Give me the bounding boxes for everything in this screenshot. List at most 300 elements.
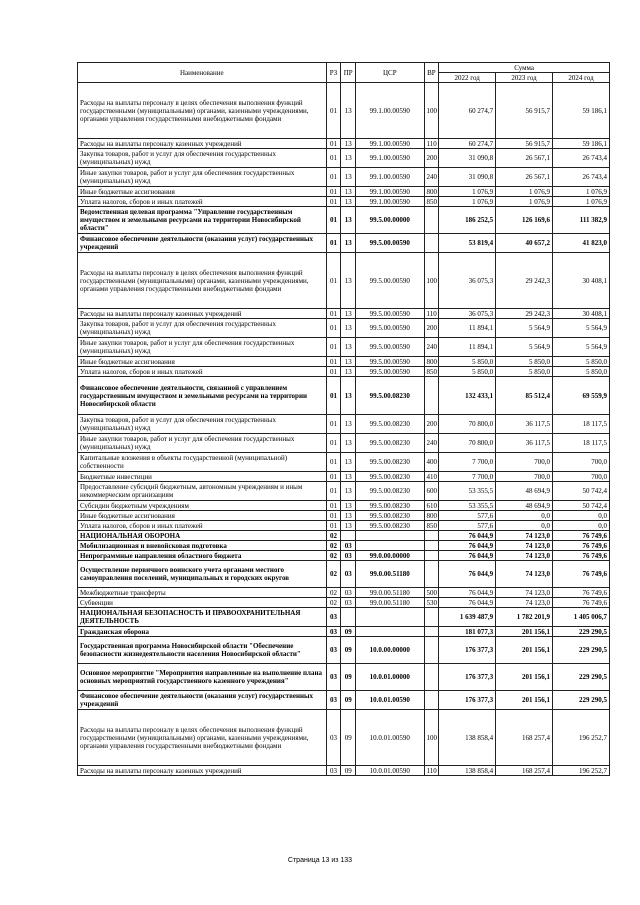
row-csr-cell: 99.5.00.08230 [356, 415, 424, 434]
row-2023-cell: 201 156,1 [496, 691, 553, 710]
row-2024-cell: 196 252,7 [553, 710, 610, 766]
row-2022-cell: 76 044,9 [439, 588, 496, 598]
row-2023-cell: 201 156,1 [496, 637, 553, 664]
row-2023-cell: 48 694,9 [496, 501, 553, 511]
row-name-cell: Бюджетные инвестиции [78, 472, 327, 482]
row-2024-cell: 5 564,9 [553, 338, 610, 357]
table-row [78, 482, 610, 501]
row-name-cell: Расходы на выплаты персоналу в целях обеспечения выполнения функций государственными (муниципальными) органами, казенными учреждениями, органами управления государственными внебюджетными фондами [78, 253, 327, 309]
row-2022-cell: 11 894,1 [439, 338, 496, 357]
row-csr-cell: 99.1.00.00590 [356, 187, 424, 197]
table-row [78, 598, 610, 608]
row-csr-cell: 99.5.00.08230 [356, 377, 424, 415]
row-name-cell: Государственная программа Новосибирской области "Обеспечение безопасности жизнедеятельности населения Новосибирской области" [78, 637, 327, 664]
table-row [78, 377, 610, 415]
row-csr-cell: 10.0.01.00590 [356, 766, 424, 776]
row-name-cell: Иные закупки товаров, работ и услуг для обеспечения государственных (муниципальных) нужд [78, 434, 327, 453]
header-csr: ЦСР [356, 63, 424, 83]
row-2022-cell: 176 377,3 [439, 637, 496, 664]
row-pr-cell: 09 [341, 664, 356, 691]
table-header [78, 63, 610, 83]
row-2022-cell: 577,6 [439, 521, 496, 531]
row-2022-cell: 138 858,4 [439, 710, 496, 766]
row-2024-cell: 700,0 [553, 472, 610, 482]
row-csr-cell: 99.5.00.08230 [356, 521, 424, 531]
row-2022-cell: 1 639 487,9 [439, 608, 496, 627]
row-2024-cell: 1 405 006,7 [553, 608, 610, 627]
row-2022-cell: 53 355,5 [439, 482, 496, 501]
row-csr-cell: 99.5.00.08230 [356, 482, 424, 501]
row-2023-cell: 74 123,0 [496, 531, 553, 541]
row-name-cell: Финансовое обеспечение деятельности (оказания услуг) государственных учреждений [78, 691, 327, 710]
row-rz-cell: 01 [326, 501, 341, 511]
row-rz-cell: 01 [326, 434, 341, 453]
row-name-cell: Предоставление субсидий бюджетным, автономным учреждениям и иным некоммерческим организациям [78, 482, 327, 501]
row-pr-cell: 03 [341, 541, 356, 551]
row-2024-cell: 76 749,6 [553, 561, 610, 588]
table-row [78, 253, 610, 309]
row-rz-cell: 02 [326, 598, 341, 608]
table-row [78, 588, 610, 598]
row-pr-cell: 09 [341, 637, 356, 664]
table-row [78, 691, 610, 710]
row-2023-cell: 5 564,9 [496, 319, 553, 338]
row-2024-cell: 229 290,5 [553, 637, 610, 664]
row-rz-cell: 01 [326, 367, 341, 377]
row-name-cell: Непрограммные направления областного бюджета [78, 551, 327, 561]
row-name-cell: Расходы на выплаты персоналу казенных учреждений [78, 766, 327, 776]
page-number: Страница 13 из 133 [287, 857, 353, 864]
row-2023-cell: 1 782 201,9 [496, 608, 553, 627]
row-name-cell: Расходы на выплаты персоналу казенных учреждений [78, 139, 327, 149]
row-rz-cell: 01 [326, 377, 341, 415]
header-sum: Сумма [439, 63, 610, 73]
row-pr-cell: 13 [341, 149, 356, 168]
row-name-cell: Уплата налогов, сборов и иных платежей [78, 197, 327, 207]
row-pr-cell: 13 [341, 434, 356, 453]
table-row [78, 168, 610, 187]
row-vr-cell: 240 [424, 434, 439, 453]
row-2022-cell: 53 355,5 [439, 501, 496, 511]
row-name-cell: Осуществление первичного воинского учета органами местного самоуправления поселений, муниципальных и городских округов [78, 561, 327, 588]
row-2023-cell: 26 567,1 [496, 149, 553, 168]
row-vr-cell: 410 [424, 472, 439, 482]
budget-table [77, 62, 610, 776]
row-2022-cell: 76 044,9 [439, 541, 496, 551]
row-2023-cell: 29 242,3 [496, 309, 553, 319]
header-year-2023: 2023 год [496, 73, 553, 83]
row-vr-cell: 530 [424, 598, 439, 608]
row-vr-cell: 400 [424, 453, 439, 472]
row-pr-cell: 13 [341, 415, 356, 434]
row-2022-cell: 1 076,9 [439, 187, 496, 197]
row-csr-cell: 99.5.00.00590 [356, 309, 424, 319]
row-rz-cell: 01 [326, 521, 341, 531]
row-2023-cell: 0,0 [496, 511, 553, 521]
row-vr-cell: 110 [424, 309, 439, 319]
row-csr-cell [356, 627, 424, 637]
row-2022-cell: 132 433,1 [439, 377, 496, 415]
row-name-cell: Финансовое обеспечение деятельности (оказания услуг) государственных учреждений [78, 234, 327, 253]
table-row [78, 637, 610, 664]
row-rz-cell: 01 [326, 168, 341, 187]
row-csr-cell: 99.0.00.51180 [356, 561, 424, 588]
row-csr-cell: 99.1.00.00590 [356, 168, 424, 187]
row-2023-cell: 168 257,4 [496, 710, 553, 766]
row-csr-cell: 99.1.00.00590 [356, 149, 424, 168]
row-rz-cell: 02 [326, 531, 341, 541]
row-csr-cell: 99.5.00.08230 [356, 453, 424, 472]
table-row [78, 319, 610, 338]
row-name-cell: Капитальные вложения в объекты государственной (муниципальной) собственности [78, 453, 327, 472]
row-2024-cell: 26 743,4 [553, 168, 610, 187]
row-rz-cell: 01 [326, 83, 341, 139]
row-name-cell: Иные бюджетные ассигнования [78, 511, 327, 521]
table-row [78, 415, 610, 434]
row-csr-cell: 99.5.00.00590 [356, 338, 424, 357]
row-csr-cell: 99.5.00.08230 [356, 501, 424, 511]
row-csr-cell: 99.5.00.08230 [356, 434, 424, 453]
table-row [78, 234, 610, 253]
row-rz-cell: 01 [326, 415, 341, 434]
row-vr-cell [424, 551, 439, 561]
row-2024-cell: 59 186,1 [553, 83, 610, 139]
row-pr-cell: 03 [341, 561, 356, 588]
row-name-cell: Иные бюджетные ассигнования [78, 187, 327, 197]
row-pr-cell: 13 [341, 521, 356, 531]
row-2022-cell: 36 075,3 [439, 253, 496, 309]
row-2023-cell: 5 850,0 [496, 357, 553, 367]
row-2023-cell: 85 512,4 [496, 377, 553, 415]
row-rz-cell: 01 [326, 187, 341, 197]
row-2024-cell: 30 408,1 [553, 253, 610, 309]
row-name-cell: Расходы на выплаты персоналу в целях обеспечения выполнения функций государственными (муниципальными) органами, казенными учреждениями, органами управления государственными внебюджетными фондами [78, 83, 327, 139]
row-vr-cell [424, 664, 439, 691]
row-name-cell: Закупка товаров, работ и услуг для обеспечения государственных (муниципальных) нужд [78, 149, 327, 168]
row-2023-cell: 5 564,9 [496, 338, 553, 357]
row-2022-cell: 176 377,3 [439, 691, 496, 710]
row-pr-cell: 13 [341, 367, 356, 377]
table-row [78, 541, 610, 551]
row-rz-cell: 01 [326, 139, 341, 149]
row-rz-cell: 01 [326, 453, 341, 472]
row-2023-cell: 74 123,0 [496, 561, 553, 588]
row-2024-cell: 0,0 [553, 511, 610, 521]
row-2022-cell: 60 274,7 [439, 139, 496, 149]
row-2024-cell: 50 742,4 [553, 501, 610, 511]
row-vr-cell [424, 637, 439, 664]
row-pr-cell: 13 [341, 253, 356, 309]
row-2024-cell: 700,0 [553, 453, 610, 472]
row-name-cell: Закупка товаров, работ и услуг для обеспечения государственных (муниципальных) нужд [78, 415, 327, 434]
row-rz-cell: 01 [326, 234, 341, 253]
row-csr-cell: 99.5.00.00000 [356, 207, 424, 234]
row-csr-cell: 99.0.00.51180 [356, 588, 424, 598]
row-pr-cell: 13 [341, 197, 356, 207]
row-pr-cell: 13 [341, 83, 356, 139]
row-csr-cell [356, 541, 424, 551]
row-vr-cell: 850 [424, 367, 439, 377]
row-rz-cell: 01 [326, 338, 341, 357]
row-pr-cell: 13 [341, 207, 356, 234]
table-row [78, 139, 610, 149]
row-vr-cell [424, 531, 439, 541]
row-name-cell: Ведомственная целевая программа "Управление государственным имуществом и земельными ресурсами на территории Новосибирской области" [78, 207, 327, 234]
table-row [78, 710, 610, 766]
row-2023-cell: 700,0 [496, 472, 553, 482]
row-name-cell: НАЦИОНАЛЬНАЯ ОБОРОНА [78, 531, 327, 541]
row-2024-cell: 0,0 [553, 521, 610, 531]
table-row [78, 511, 610, 521]
row-vr-cell: 800 [424, 357, 439, 367]
row-2022-cell: 36 075,3 [439, 309, 496, 319]
row-name-cell: Межбюджетные трансферты [78, 588, 327, 598]
table-row [78, 551, 610, 561]
row-csr-cell: 10.0.00.00000 [356, 637, 424, 664]
row-name-cell: Расходы на выплаты персоналу казенных учреждений [78, 309, 327, 319]
row-pr-cell: 13 [341, 338, 356, 357]
row-2024-cell: 18 117,5 [553, 434, 610, 453]
row-vr-cell [424, 627, 439, 637]
header-year-2024: 2024 год [553, 73, 610, 83]
row-2024-cell: 229 290,5 [553, 691, 610, 710]
row-2023-cell: 36 117,5 [496, 434, 553, 453]
table-row [78, 207, 610, 234]
row-csr-cell: 10.0.01.00590 [356, 710, 424, 766]
row-name-cell: Мобилизационная и вневойсковая подготовка [78, 541, 327, 551]
row-csr-cell: 99.5.00.00590 [356, 319, 424, 338]
row-2022-cell: 1 076,9 [439, 197, 496, 207]
row-2024-cell: 76 749,6 [553, 541, 610, 551]
header-pr: ПР [341, 63, 356, 83]
row-name-cell: Расходы на выплаты персоналу в целях обеспечения выполнения функций государственными (муниципальными) органами, казенными учреждениями, органами управления государственными внебюджетными фондами [78, 710, 327, 766]
table-row [78, 187, 610, 197]
table-row [78, 766, 610, 776]
row-pr-cell: 13 [341, 511, 356, 521]
row-csr-cell: 10.0.01.00000 [356, 664, 424, 691]
row-2023-cell: 74 123,0 [496, 598, 553, 608]
row-pr-cell: 13 [341, 357, 356, 367]
row-name-cell: Закупка товаров, работ и услуг для обеспечения государственных (муниципальных) нужд [78, 319, 327, 338]
row-vr-cell [424, 377, 439, 415]
row-vr-cell: 100 [424, 710, 439, 766]
row-2022-cell: 70 800,0 [439, 434, 496, 453]
table-row [78, 627, 610, 637]
row-rz-cell: 02 [326, 541, 341, 551]
table-row [78, 367, 610, 377]
row-pr-cell: 13 [341, 139, 356, 149]
row-pr-cell: 03 [341, 551, 356, 561]
row-2023-cell: 40 657,2 [496, 234, 553, 253]
header-vr: ВР [424, 63, 439, 83]
row-vr-cell [424, 541, 439, 551]
row-2022-cell: 53 819,4 [439, 234, 496, 253]
table-row [78, 357, 610, 367]
row-rz-cell: 03 [326, 664, 341, 691]
row-2023-cell: 74 123,0 [496, 588, 553, 598]
row-2022-cell: 138 858,4 [439, 766, 496, 776]
row-2024-cell: 5 564,9 [553, 319, 610, 338]
row-2024-cell: 1 076,9 [553, 187, 610, 197]
row-2022-cell: 31 090,8 [439, 149, 496, 168]
row-csr-cell: 99.5.00.08230 [356, 472, 424, 482]
row-vr-cell [424, 691, 439, 710]
row-pr-cell: 13 [341, 168, 356, 187]
row-pr-cell: 13 [341, 187, 356, 197]
row-2023-cell: 126 169,6 [496, 207, 553, 234]
table-row [78, 608, 610, 627]
row-rz-cell: 01 [326, 309, 341, 319]
row-vr-cell: 110 [424, 139, 439, 149]
table-row [78, 472, 610, 482]
row-pr-cell: 13 [341, 377, 356, 415]
row-vr-cell: 200 [424, 149, 439, 168]
row-2024-cell: 69 559,9 [553, 377, 610, 415]
row-name-cell: Уплата налогов, сборов и иных платежей [78, 367, 327, 377]
row-vr-cell: 500 [424, 588, 439, 598]
row-rz-cell: 01 [326, 149, 341, 168]
row-vr-cell: 100 [424, 83, 439, 139]
row-csr-cell: 99.0.00.51180 [356, 598, 424, 608]
row-pr-cell [341, 608, 356, 627]
row-2023-cell: 700,0 [496, 453, 553, 472]
row-rz-cell: 01 [326, 207, 341, 234]
row-rz-cell: 01 [326, 472, 341, 482]
row-2022-cell: 76 044,9 [439, 531, 496, 541]
row-name-cell: Основное мероприятие "Мероприятия направленные на выполнение плана основных мероприятий государственного казенного учреждения" [78, 664, 327, 691]
row-pr-cell: 13 [341, 309, 356, 319]
table-row [78, 531, 610, 541]
row-2023-cell: 1 076,9 [496, 187, 553, 197]
row-2022-cell: 186 252,5 [439, 207, 496, 234]
row-vr-cell: 850 [424, 197, 439, 207]
row-vr-cell [424, 207, 439, 234]
table-row [78, 309, 610, 319]
row-2023-cell: 74 123,0 [496, 541, 553, 551]
row-2024-cell: 50 742,4 [553, 482, 610, 501]
table-row [78, 501, 610, 511]
row-vr-cell: 240 [424, 338, 439, 357]
row-pr-cell: 09 [341, 710, 356, 766]
table-row [78, 664, 610, 691]
row-name-cell: Иные бюджетные ассигнования [78, 357, 327, 367]
table-row [78, 453, 610, 472]
row-name-cell: НАЦИОНАЛЬНАЯ БЕЗОПАСНОСТЬ И ПРАВООХРАНИТЕЛЬНАЯ ДЕЯТЕЛЬНОСТЬ [78, 608, 327, 627]
row-name-cell: Финансовое обеспечение деятельности, связанной с управлением государственным имуществом и земельными ресурсами на территории Новосибирской области [78, 377, 327, 415]
table-row [78, 149, 610, 168]
row-vr-cell: 800 [424, 511, 439, 521]
row-vr-cell: 200 [424, 415, 439, 434]
row-2023-cell: 26 567,1 [496, 168, 553, 187]
row-csr-cell: 99.1.00.00590 [356, 197, 424, 207]
row-2023-cell: 201 156,1 [496, 627, 553, 637]
row-pr-cell: 13 [341, 319, 356, 338]
row-2022-cell: 31 090,8 [439, 168, 496, 187]
row-2023-cell: 0,0 [496, 521, 553, 531]
row-2022-cell: 181 077,3 [439, 627, 496, 637]
row-name-cell: Иные закупки товаров, работ и услуг для обеспечения государственных (муниципальных) нужд [78, 338, 327, 357]
row-2024-cell: 1 076,9 [553, 197, 610, 207]
row-rz-cell: 02 [326, 588, 341, 598]
row-2023-cell: 1 076,9 [496, 197, 553, 207]
row-vr-cell [424, 561, 439, 588]
row-2024-cell: 111 382,9 [553, 207, 610, 234]
row-vr-cell: 600 [424, 482, 439, 501]
row-2022-cell: 60 274,7 [439, 83, 496, 139]
row-pr-cell: 09 [341, 691, 356, 710]
row-pr-cell: 13 [341, 482, 356, 501]
row-2023-cell: 48 694,9 [496, 482, 553, 501]
row-csr-cell: 99.5.00.00590 [356, 367, 424, 377]
row-2024-cell: 5 850,0 [553, 367, 610, 377]
row-rz-cell: 02 [326, 551, 341, 561]
row-2024-cell: 196 252,7 [553, 766, 610, 776]
row-rz-cell: 03 [326, 691, 341, 710]
row-2024-cell: 5 850,0 [553, 357, 610, 367]
row-rz-cell: 01 [326, 253, 341, 309]
row-rz-cell: 03 [326, 637, 341, 664]
row-2022-cell: 76 044,9 [439, 551, 496, 561]
row-2024-cell: 26 743,4 [553, 149, 610, 168]
row-2023-cell: 74 123,0 [496, 551, 553, 561]
row-2023-cell: 168 257,4 [496, 766, 553, 776]
row-csr-cell: 99.1.00.00590 [356, 83, 424, 139]
row-pr-cell: 09 [341, 627, 356, 637]
row-rz-cell: 01 [326, 197, 341, 207]
row-rz-cell: 03 [326, 710, 341, 766]
row-2024-cell: 59 186,1 [553, 139, 610, 149]
row-csr-cell: 99.5.00.08230 [356, 511, 424, 521]
row-2023-cell: 56 915,7 [496, 83, 553, 139]
row-pr-cell: 09 [341, 766, 356, 776]
row-pr-cell: 13 [341, 501, 356, 511]
row-2024-cell: 76 749,6 [553, 598, 610, 608]
row-rz-cell: 01 [326, 319, 341, 338]
row-2022-cell: 11 894,1 [439, 319, 496, 338]
row-vr-cell [424, 234, 439, 253]
row-csr-cell: 99.1.00.00590 [356, 139, 424, 149]
row-csr-cell: 10.0.01.00590 [356, 691, 424, 710]
row-2024-cell: 18 117,5 [553, 415, 610, 434]
row-2022-cell: 76 044,9 [439, 598, 496, 608]
row-2024-cell: 76 749,6 [553, 551, 610, 561]
row-2024-cell: 41 823,0 [553, 234, 610, 253]
row-2023-cell: 201 156,1 [496, 664, 553, 691]
row-csr-cell [356, 531, 424, 541]
table-row [78, 521, 610, 531]
row-vr-cell: 110 [424, 766, 439, 776]
row-2023-cell: 56 915,7 [496, 139, 553, 149]
table-row [78, 434, 610, 453]
row-name-cell: Субвенции [78, 598, 327, 608]
row-vr-cell: 610 [424, 501, 439, 511]
row-rz-cell: 01 [326, 357, 341, 367]
row-2024-cell: 30 408,1 [553, 309, 610, 319]
row-rz-cell: 03 [326, 608, 341, 627]
row-csr-cell: 99.5.00.00590 [356, 357, 424, 367]
row-rz-cell: 01 [326, 511, 341, 521]
row-vr-cell: 100 [424, 253, 439, 309]
row-rz-cell: 01 [326, 482, 341, 501]
row-name-cell: Гражданская оборона [78, 627, 327, 637]
row-csr-cell: 99.0.00.00000 [356, 551, 424, 561]
table-row [78, 197, 610, 207]
row-pr-cell: 03 [341, 598, 356, 608]
row-vr-cell [424, 608, 439, 627]
row-vr-cell: 200 [424, 319, 439, 338]
row-2022-cell: 176 377,3 [439, 664, 496, 691]
table-row [78, 561, 610, 588]
